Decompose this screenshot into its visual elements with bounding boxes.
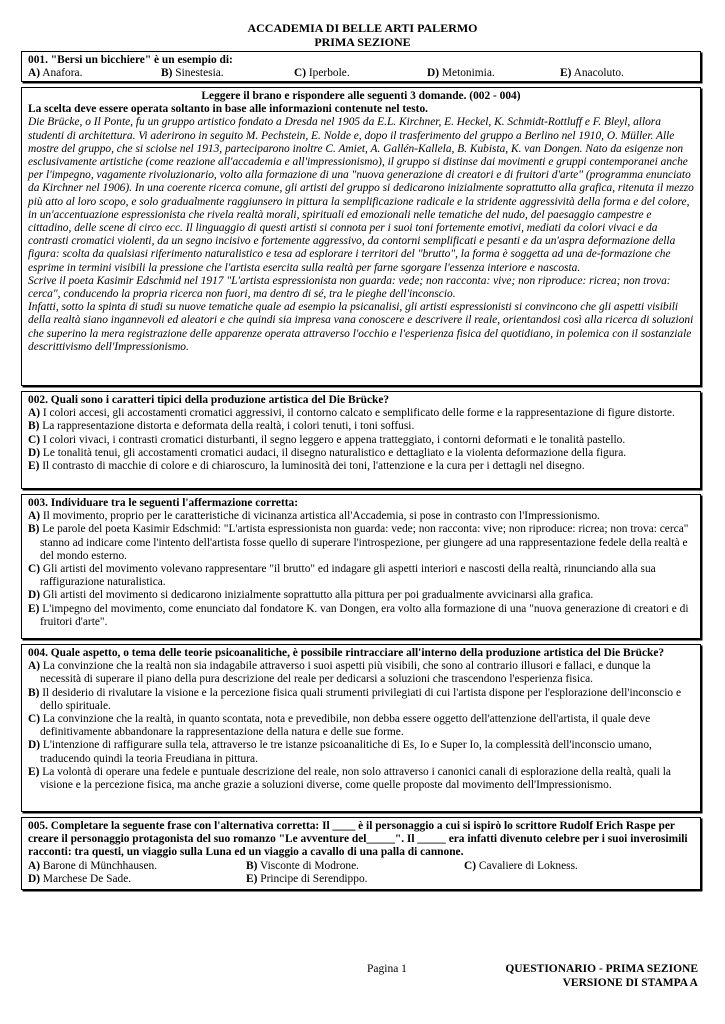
option-c[interactable]: C) Gli artisti del movimento volevano rappresentare "il brutto" ed indagare gli aspetti interiori e nascosti della realtà, rinunciando alla sua raffigurazione naturalistica. — [28, 563, 656, 589]
question-text: 005. Completare la seguente frase con l'alternativa corretta: Il ____ è il personaggio a cui si ispirò lo scrittore Rudolf Erich Raspe per creare il personaggio protagonista del suo romanzo "Le avventure del_____". Il _____ era infatti divenuto celebre per i suoi inverosimili racconti: tra questi, un viaggio sulla Luna ed un viaggio a cavallo di una palla di cannone. — [28, 820, 688, 859]
option-b[interactable]: B) Le parole del poeta Kasimir Edschmid: "L'artista espressionista non guarda: vede; non racconta: vive; non riproduce: ricrea; non trova: cerca" stanno ad indicare come l'intento dell'artista fosse quello di superare l'introspezione, per giungere ad una rappresentazione fedele della realtà e del mondo esterno. — [28, 523, 689, 562]
page-number: Pagina 1 — [367, 963, 407, 975]
option-b[interactable]: B) La rappresentazione distorta e deformata della realtà, i colori tenuti, i toni soffusi. — [28, 420, 415, 433]
reading-passage — [21, 87, 701, 386]
option-d[interactable]: D) L'intenzione di raffigurare sulla tela, attraverso le tre istanze psicoanalitiche di Es, Io e Super Io, la complessità dell'inconscio umano, traducendo quindi la teoria Freudiana in pittura. — [28, 739, 652, 765]
question-text: 002. Quali sono i caratteri tipici della produzione artistica del Die Brücke? — [28, 394, 390, 406]
options-row-2 — [28, 873, 694, 886]
option-e[interactable]: E) L'impegno del movimento, come enunciato dal fondatore K. van Dongen, era volto alla formazione di una "nuova generazione di creatori e di fruitori d'arte". — [28, 602, 689, 628]
option-a[interactable]: A) Anafora. — [28, 67, 83, 80]
passage-instruction: La scelta deve essere operata soltanto in base alle informazioni contenute nel testo. — [28, 103, 428, 116]
footer-line-2: VERSIONE DI STAMPA A — [562, 977, 698, 989]
option-e[interactable]: E) Anacoluto. — [560, 67, 624, 80]
question-002 — [21, 391, 701, 489]
question-text: 004. Quale aspetto, o tema delle teorie psicoanalitiche, è possibile rintracciare all'interno della produzione artistica del Die Brücke? — [28, 647, 665, 659]
option-c[interactable]: C) Iperbole. — [294, 67, 350, 80]
footer-line-1: QUESTIONARIO - PRIMA SEZIONE — [505, 963, 698, 975]
document-header — [0, 21, 725, 49]
question-001 — [21, 51, 701, 82]
question-text: 003. Individuare tra le seguenti l'affermazione corretta: — [28, 497, 299, 509]
option-d[interactable]: D) Gli artisti del movimento si dedicarono inizialmente soprattutto alla pittura per poi gradualmente avvicinarsi alla grafica. — [28, 589, 594, 602]
passage-paragraph-2: Scrive il poeta Kasimir Edschmid nel 1917 "L'artista espressionista non guarda: vede; non racconta: vive; non riproduce: ricrea; non trova: cerca", conducendo la propria ricerca non fuori, ma dentro di sé, tra le pieghe dell'inconscio. — [28, 274, 671, 301]
question-003 — [21, 494, 701, 639]
option-d[interactable]: D) Metonimia. — [427, 67, 495, 80]
question-005 — [21, 817, 701, 890]
question-004 — [21, 644, 701, 812]
option-c[interactable]: C) La convinzione che la realtà, in quanto scontata, nota e prevedibile, non debba essere oggetto dell'attenzione dell'artista, il quale deve definitivamente abbandonare la rappresentazione della natura e delle sue forme. — [28, 713, 651, 739]
option-d[interactable]: D) Marchese De Sade. — [28, 872, 132, 885]
option-b[interactable]: B) Sinestesia. — [161, 67, 224, 80]
header-subtitle: PRIMA SEZIONE — [314, 35, 411, 49]
option-b[interactable]: B) Il desiderio di rivalutare la visione e la percezione fisica quali strumenti privilegiati di cui l'artista dispone per l'esplorazione dell'inconscio e dello spirituale. — [28, 686, 682, 712]
option-e[interactable]: E) Principe di Serendippo. — [246, 872, 368, 885]
option-a[interactable]: A) I colori accesi, gli accostamenti cromatici aggressivi, il contorno calcato e semplificato delle forme e la rappresentazione di figure distorte. — [28, 407, 675, 420]
option-c[interactable]: C) I colori vivaci, i contrasti cromatici disturbanti, il segno leggero e appena tratteggiato, i contorni deformati e le tonalità pastello. — [28, 433, 626, 446]
passage-paragraph-1: Die Brücke, o Il Ponte, fu un gruppo artistico fondato a Dresda nel 1905 da E.L. Kirchner, E. Heckel, K. Schmidt-Rottluff e F. Bleyl, allora studenti di architettura. Vi aderirono in seguito M. Pechstein, E. Nolde e, dopo il trasferimento del gruppo a Berlino nel 1910, O. Müller. Alle mostre del gruppo, che si sciolse nel 1913, parteciparono inoltre C. Amiet, A. Gallén-Kallela, B. Kubista, K. van Dongen. Nato da esigenze non esclusivamente artistiche (come reazione all'accademia e all'impressionismo), il gruppo si distinse dai movimenti e gruppi contemporanei anche per l'impegno, vagamente rivoluzionario, volto alla formazione di una "nuova generazione di creatori e di fruitori d'arte" (programma enunciato da Kirchner nel 1906). In una coerente ricerca comune, gli artisti del gruppo si dedicarono inizialmente soprattutto alla grafica, ritenuta il mezzo più atto al loro scopo, e solo gradualmente raggiunsero in pittura la semplificazione radicale e la stridente aggressività della forma e del colore, in un'accentuazione espressionista che rivela realtà morali, spirituali ed emozionali nelle tematiche del nudo, del paesaggio campestre e cittadino, delle scene di circo ecc. Il linguaggio di questi artisti si connota per i suoi toni fortemente emotivi, mediati da colori vivaci e da contrasti cromatici violenti, da un segno incisivo e fortemente aggressivo, da contorni semplificati e pesanti e da un'aspra deformazione della figura: scolta da qualsiasi riferimento naturalistico e tesa ad esplorare i territori del "brutto", la forma è soggetta ad una de-formazione che esprime in termini visibili la pressione che l'artista esercita sulla realtà per farne sgorgare l'essenza interiore e nascosta. — [28, 116, 694, 274]
option-b[interactable]: B) Visconte di Modrone. — [246, 859, 360, 872]
options-row — [28, 67, 694, 80]
option-c[interactable]: C) Cavaliere di Lokness. — [464, 859, 578, 872]
option-a[interactable]: A) Il movimento, proprio per le caratteristiche di vicinanza artistica all'Accademia, si pose in contrasto con l'Impressionismo. — [28, 510, 600, 523]
option-d[interactable]: D) Le tonalità tenui, gli accostamenti cromatici audaci, il disegno naturalistico e dettagliato e la violenta deformazione della figura. — [28, 446, 627, 459]
option-a[interactable]: A) Barone di Münchhausen. — [28, 859, 158, 872]
footer-label — [505, 962, 698, 990]
passage-paragraph-3: Infatti, sotto la spinta di studi su nuove tematiche quale ad esempio la psicanalisi, gli artisti espressionisti si convincono che gli aspetti visibili della realtà siano ingannevoli ed aleatori e che quindi sia impresa vana conoscere e descrivere il reale, orientandosi così alla ricerca di soluzioni che superino la mera registrazione delle apparenze operata attraverso l'occhio e l'esperienza fisica del quotidiano, in polemica con il sostanziale descrittivismo dell'Impressionismo. — [28, 301, 694, 353]
option-e[interactable]: E) Il contrasto di macchie di colore e di chiaroscuro, la luminosità dei toni, l'attenzione e la cura per i dettagli nel disegno. — [28, 460, 585, 473]
passage-title: Leggere il brano e rispondere alle seguenti 3 domande. (002 - 004) — [201, 90, 521, 102]
question-text: 001. "Bersi un bicchiere" è un esempio di: — [28, 54, 233, 66]
header-title: ACCADEMIA DI BELLE ARTI PALERMO — [247, 21, 478, 35]
options-row-1 — [28, 860, 694, 873]
option-e[interactable]: E) La volontà di operare una fedele e puntuale descrizione del reale, non solo attraverso i canonici canali di esplorazione della realtà, quali la visione e la percezione fisica, ma anche grazie a soluzioni diverse, come quelle proposte dal movimento dell'Impressionismo. — [28, 765, 671, 792]
option-a[interactable]: A) La convinzione che la realtà non sia indagabile attraverso i suoi aspetti più visibili, che sono al contrario illusori e fallaci, e dunque la necessità di superare il piano della pura descrizione del reale per dedicarsi a soluzioni che trascendono l'esperienza fisica. — [28, 660, 651, 686]
